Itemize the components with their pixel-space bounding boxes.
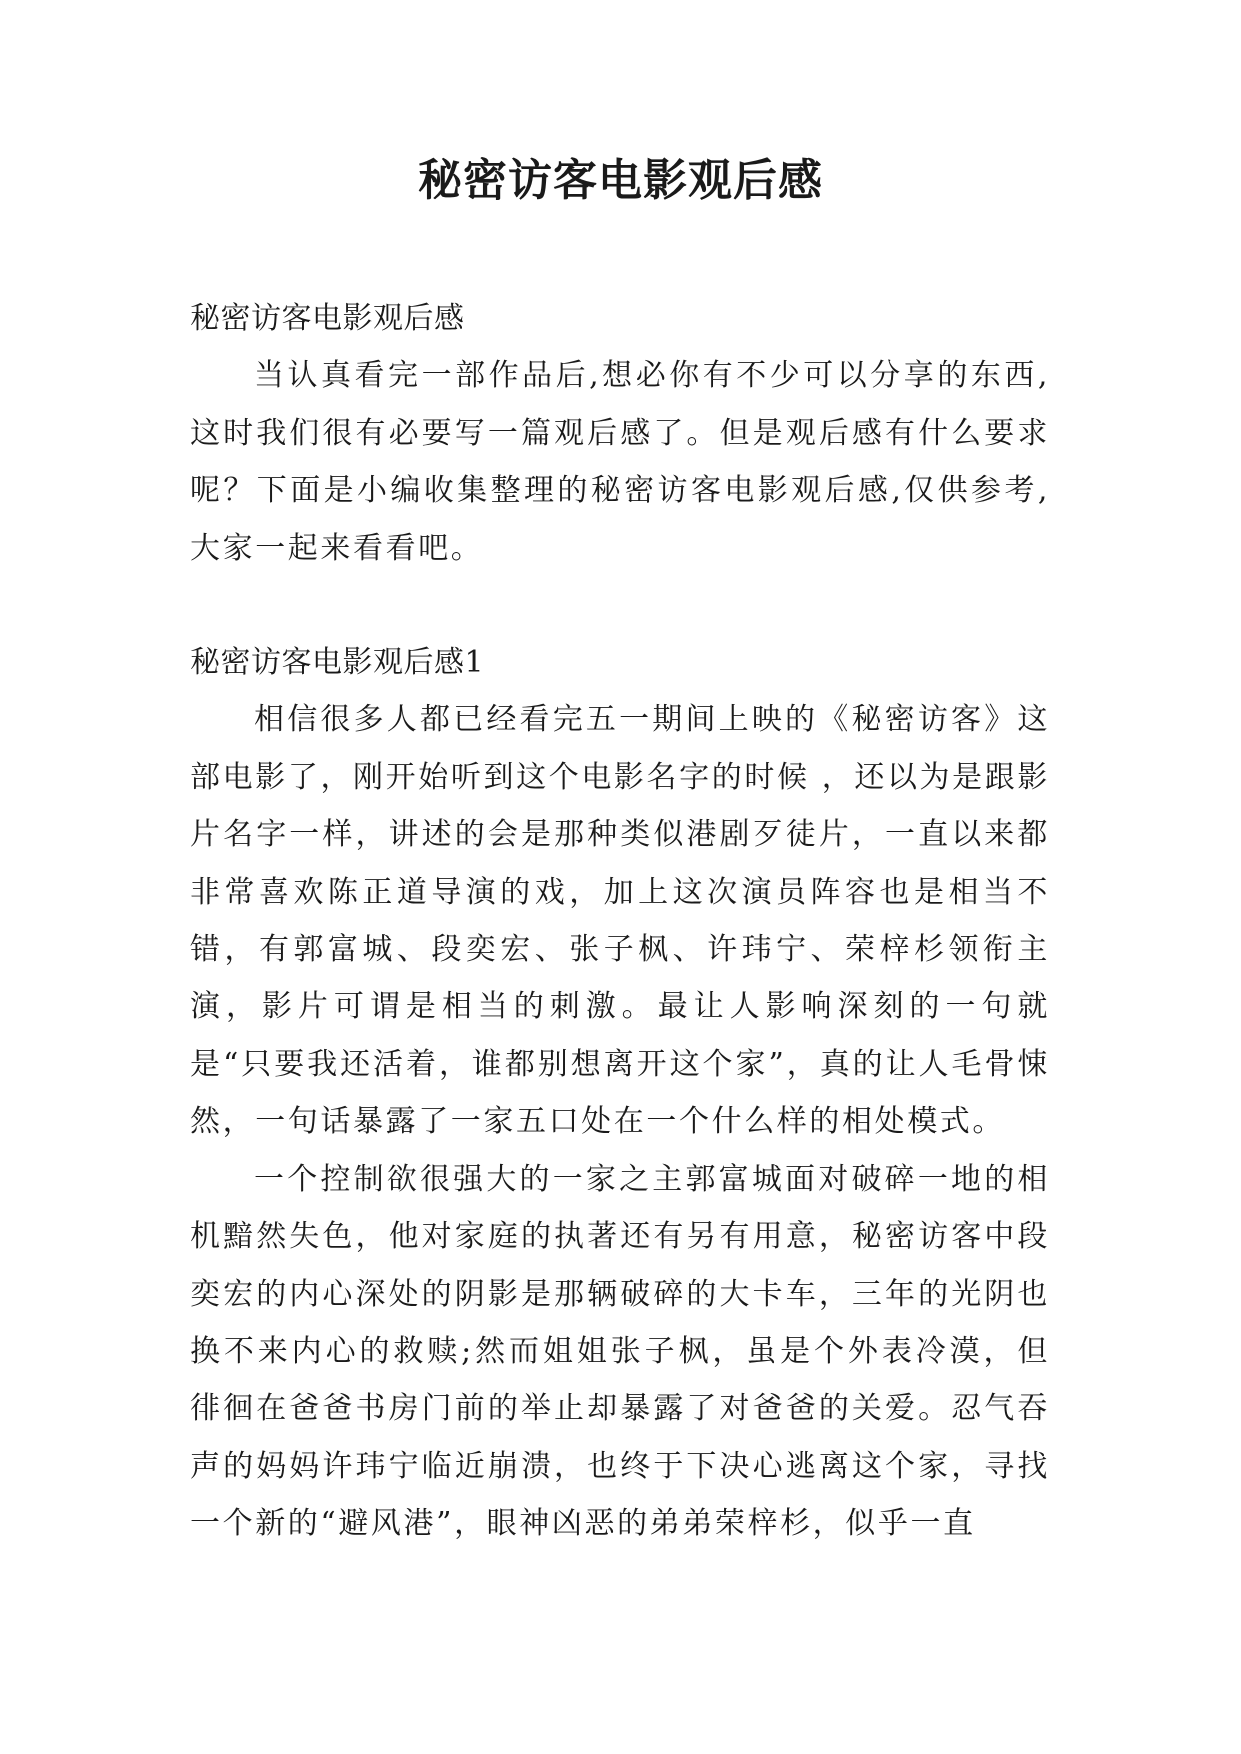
document-body [190,290,1050,1553]
section-1-paragraph-2: 一个控制欲很强大的一家之主郭富城面对破碎一地的相机黯然失色，他对家庭的执著还有另有用意，秘密访客中段奕宏的内心深处的阴影是那辆破碎的大卡车，三年的光阴也换不来内心的救赎;然而姐姐张子枫，虽是个外表冷漠，但徘徊在爸爸书房门前的举止却暴露了对爸爸的关爱。忍气吞声的妈妈许玮宁临近崩溃，也终于下决心逃离这个家，寻找一个新的“避风港”，眼神凶恶的弟弟荣梓杉，似乎一直 [190,1161,1050,1542]
section-spacer [190,577,1050,634]
intro-paragraph: 当认真看完一部作品后,想必你有不少可以分享的东西,这时我们很有必要写一篇观后感了。但是观后感有什么要求呢？下面是小编收集整理的秘密访客电影观后感,仅供参考,大家一起来看看吧。 [190,358,1050,566]
section-1-heading: 秘密访客电影观后感1 [190,645,485,681]
document-title: 秘密访客电影观后感 [418,155,823,206]
section-1-paragraph-1: 相信很多人都已经看完五一期间上映的《秘密访客》这部电影了，刚开始听到这个电影名字的时候 ，还以为是跟影片名字一样，讲述的会是那种类似港剧歹徒片，一直以来都非常喜欢陈正道导演的戏，加上这次演员阵容也是相当不错，有郭富城、段奕宏、张子枫、许玮宁、荣梓杉领衔主演，影片可谓是相当的刺激。最让人影响深刻的一句就是“只要我还活着，谁都别想离开这个家”，真的让人毛骨悚然，一句话暴露了一家五口处在一个什么样的相处模式。 [190,702,1050,1140]
intro-heading: 秘密访客电影观后感 [190,301,465,336]
